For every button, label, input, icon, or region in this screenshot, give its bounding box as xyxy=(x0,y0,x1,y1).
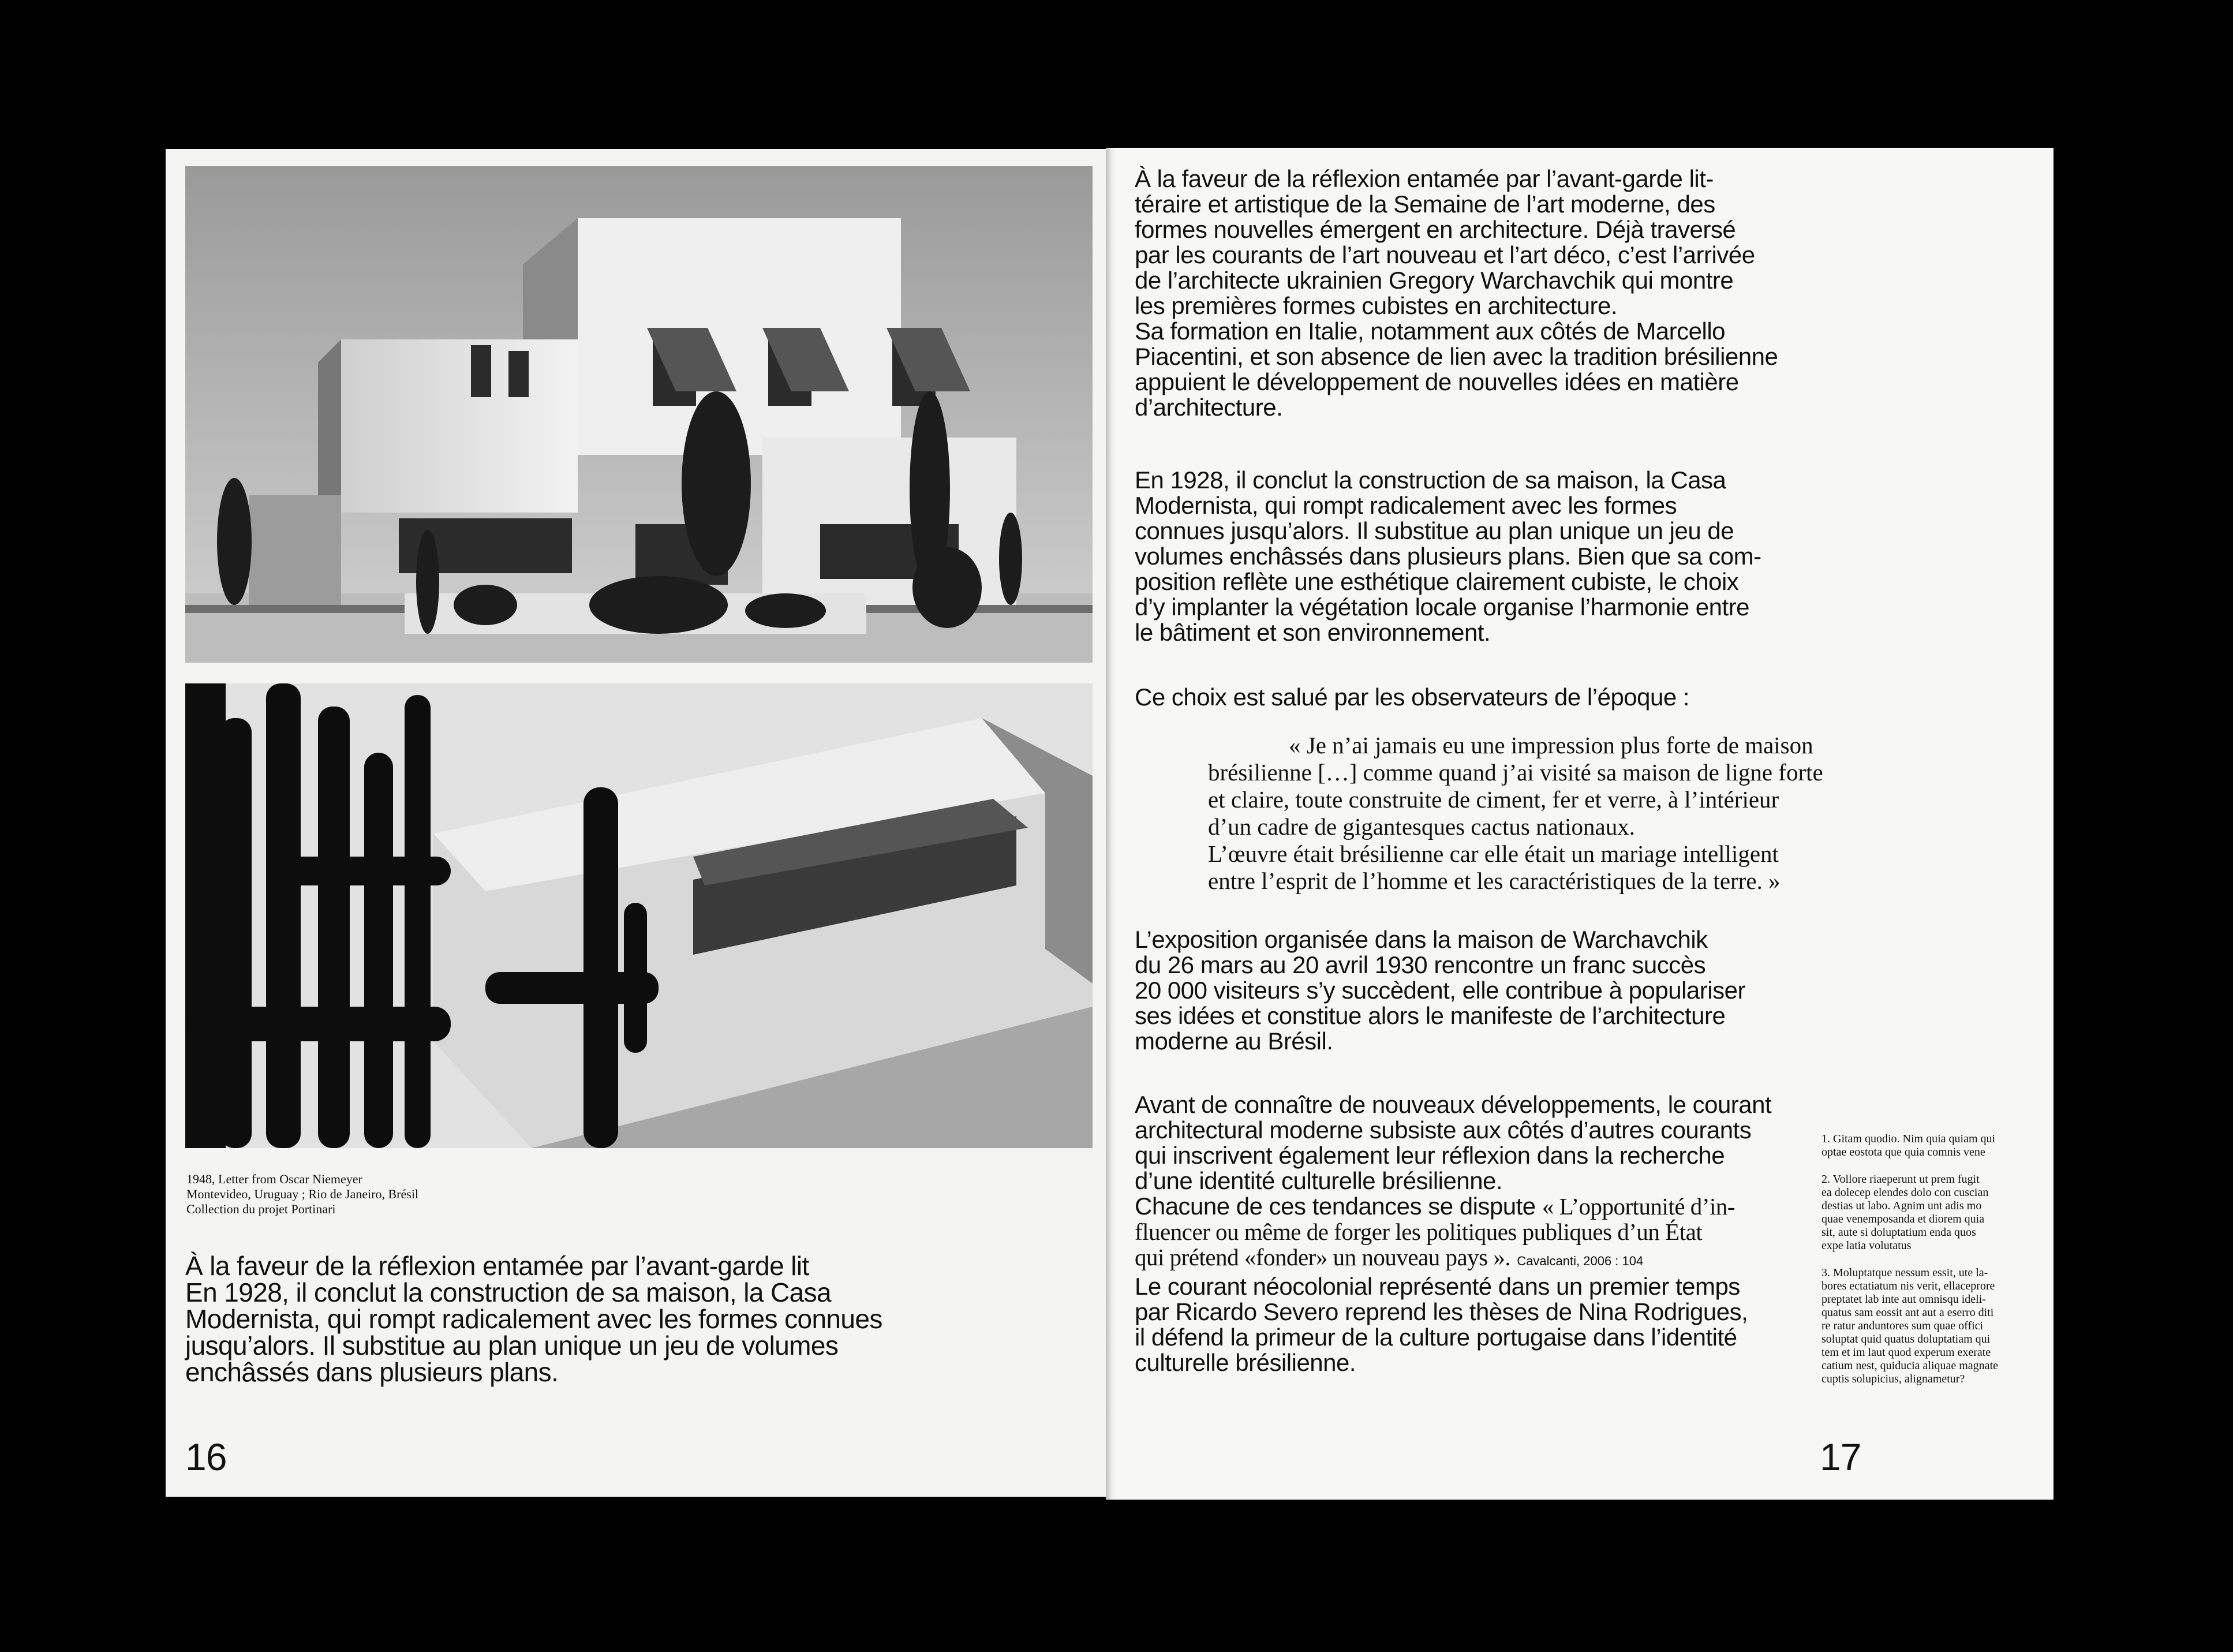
paragraph-5 xyxy=(1135,1092,1845,1376)
page-number-right: 17 xyxy=(1820,1436,1861,1478)
footnote-1 xyxy=(1821,1133,2041,1159)
body-line: Modernista, qui rompt radicalement avec les formes connues xyxy=(185,1304,882,1334)
text-line xyxy=(1135,1194,1845,1219)
footnote-line: catium nest, quiducia aliquae magnate xyxy=(1821,1359,1998,1372)
footnote-line: re ratur anduntores sum quae offici xyxy=(1821,1320,1984,1332)
text-line: L’exposition organisée dans la maison de Warchavchik xyxy=(1135,926,1708,953)
text-line: culturelle brésilienne. xyxy=(1135,1349,1356,1376)
text-line: ses idées et constitue alors le manifeste de l’architecture xyxy=(1135,1002,1726,1029)
footnote-line: 3. Moluptatque nessum essit, ute la- xyxy=(1821,1266,1988,1279)
citation: Cavalcanti, 2006 : 104 xyxy=(1517,1254,1644,1268)
text-line: Piacentini, et son absence de lien avec la tradition brésilienne xyxy=(1135,343,1778,370)
body-line: En 1928, il conclut la construction de sa maison, la Casa xyxy=(185,1277,831,1307)
text-line: moderne au Brésil. xyxy=(1135,1027,1333,1055)
text-run: Chacune de ces tendances se dispute xyxy=(1135,1193,1536,1220)
paragraph-2 xyxy=(1135,468,1845,645)
footnote-line: soluptat quid quatus doluptatiam qui xyxy=(1821,1333,1991,1345)
footnote-line: cuptis solupicius, alignametur? xyxy=(1821,1373,1965,1385)
text-line: du 26 mars au 20 avril 1930 rencontre un franc succès xyxy=(1135,951,1706,978)
caption-line: Collection du projet Portinari xyxy=(186,1202,336,1216)
text-line: d’une identité culturelle brésilienne. xyxy=(1135,1167,1503,1194)
footnote-line: quae venemposanda et diorem quia xyxy=(1821,1213,1985,1225)
text-line: d’y implanter la végétation locale organise l’harmonie entre xyxy=(1135,593,1749,621)
inline-quote-line: fluencer ou même de forger les politiques publiques d’un État xyxy=(1135,1219,1703,1245)
quote-line: d’un cadre de gigantesques cactus nationaux. xyxy=(1208,813,1636,840)
footnote-line: destias ut labo. Agnim unt adis mo xyxy=(1821,1199,1982,1212)
text-line: Modernista, qui rompt radicalement avec les formes xyxy=(1135,492,1677,519)
text-line: En 1928, il conclut la construction de sa maison, la Casa xyxy=(1135,466,1726,494)
cactus-photo xyxy=(185,683,1093,1148)
body-line: jusqu’alors. Il substitue au plan unique un jeu de volumes xyxy=(185,1330,839,1361)
footnote-line: 2. Vollore riaeperunt ut prem fugit xyxy=(1821,1173,1980,1186)
footnotes xyxy=(1821,1133,2041,1400)
footnote-line: sit, aute si doluptatium enda quos xyxy=(1821,1226,1976,1239)
text-line: architectural moderne subsiste aux côtés d’autres courants xyxy=(1135,1116,1752,1143)
text-line: formes nouvelles émergent en architecture. Déjà traversé xyxy=(1135,216,1736,243)
text-line: de l’architecte ukrainien Gregory Warchavchik qui montre xyxy=(1135,267,1734,294)
text-line: les premières formes cubistes en architecture. xyxy=(1135,292,1618,319)
footnote-line: 1. Gitam quodio. Nim quia quiam qui xyxy=(1821,1133,1996,1145)
inline-quote: qui prétend «fonder» un nouveau pays ». xyxy=(1135,1244,1511,1270)
quote-line: brésilienne […] comme quand j’ai visité sa maison de ligne forte xyxy=(1208,759,1823,786)
quote-line: « Je n’ai jamais eu une impression plus forte de maison xyxy=(1289,732,1813,758)
footnote-2 xyxy=(1821,1173,2041,1253)
text-line: Avant de connaître de nouveaux développements, le courant xyxy=(1135,1091,1772,1118)
paragraph-4 xyxy=(1135,927,1845,1054)
text-line: il défend la primeur de la culture portugaise dans l’identité xyxy=(1135,1324,1737,1351)
text-line: le bâtiment et son environnement. xyxy=(1135,619,1491,646)
text-line: volumes enchâssés dans plusieurs plans. Bien que sa com- xyxy=(1135,543,1761,570)
text-line: qui inscrivent également leur réflexion dans la recherche xyxy=(1135,1142,1725,1169)
footnote-3 xyxy=(1821,1266,2041,1386)
footnote-line: optae eostota que quia comnis vene xyxy=(1821,1146,1985,1158)
body-line: À la faveur de la réflexion entamée par l’avant-garde lit xyxy=(185,1251,809,1281)
left-page xyxy=(166,149,1108,1497)
footnote-line: expe latia volutatus xyxy=(1821,1239,1912,1252)
caption-line: 1948, Letter from Oscar Niemeyer xyxy=(186,1172,362,1186)
text-line: téraire et artistique de la Semaine de l’art moderne, des xyxy=(1135,190,1715,218)
quote-line: L’œuvre était brésilienne car elle était un mariage intelligent xyxy=(1208,840,1779,867)
text-line: À la faveur de la réflexion entamée par l’avant-garde lit- xyxy=(1135,165,1714,192)
house-photo xyxy=(185,166,1093,663)
caption-line: Montevideo, Uruguay ; Rio de Janeiro, Brésil xyxy=(186,1187,419,1201)
left-body-text xyxy=(185,1253,907,1385)
inline-quote: « L’opportunité d’in- xyxy=(1542,1193,1735,1220)
footnote-line: bores ectatiatum nis verit, ellaceprore xyxy=(1821,1280,1995,1292)
quote-line: entre l’esprit de l’homme et les caractéristiques de la terre. » xyxy=(1208,868,1781,894)
text-line: 20 000 visiteurs s’y succèdent, elle contribue à populariser xyxy=(1135,977,1745,1004)
paragraph-1 xyxy=(1135,166,1845,420)
text-line xyxy=(1135,1244,1845,1274)
text-line: position reflète une esthétique clairement cubiste, le choix xyxy=(1135,568,1739,595)
footnote-line: tem et im laut quod experum exerate xyxy=(1821,1346,1991,1359)
text-line: Le courant néocolonial représenté dans un premier temps xyxy=(1135,1273,1740,1300)
text-line: appuient le développement de nouvelles idées en matière xyxy=(1135,368,1739,395)
text-line: d’architecture. xyxy=(1135,394,1283,421)
text-line: par Ricardo Severo reprend les thèses de Nina Rodrigues, xyxy=(1135,1298,1748,1325)
modernist-house-illustration xyxy=(185,166,1093,663)
right-page xyxy=(1112,148,2054,1500)
page-number-left: 16 xyxy=(185,1436,227,1478)
text-line: par les courants de l’art nouveau et l’art déco, c’est l’arrivée xyxy=(1135,241,1755,268)
paragraph-3 xyxy=(1135,685,1845,710)
block-quote xyxy=(1208,732,1872,895)
quote-line: et claire, toute construite de ciment, fer et verre, à l’intérieur xyxy=(1208,786,1779,813)
text-line: Ce choix est salué par les observateurs de l’époque : xyxy=(1135,683,1690,711)
footnote-line: quatus sam eossit ant aut a eserro diti xyxy=(1821,1306,1994,1319)
book-spine xyxy=(1106,148,1115,1500)
photo-caption xyxy=(186,1172,590,1217)
footnote-line: ea dolecep elendes dolo con cuscian xyxy=(1821,1186,1989,1199)
body-line: enchâssés dans plusieurs plans. xyxy=(185,1357,559,1387)
cactus-house-illustration xyxy=(185,683,1093,1148)
text-line: Sa formation en Italie, notamment aux côtés de Marcello xyxy=(1135,317,1726,345)
footnote-line: preptatet lab inte aut omnisqu ideli- xyxy=(1821,1293,1986,1306)
text-line: connues jusqu’alors. Il substitue au plan unique un jeu de xyxy=(1135,517,1734,544)
